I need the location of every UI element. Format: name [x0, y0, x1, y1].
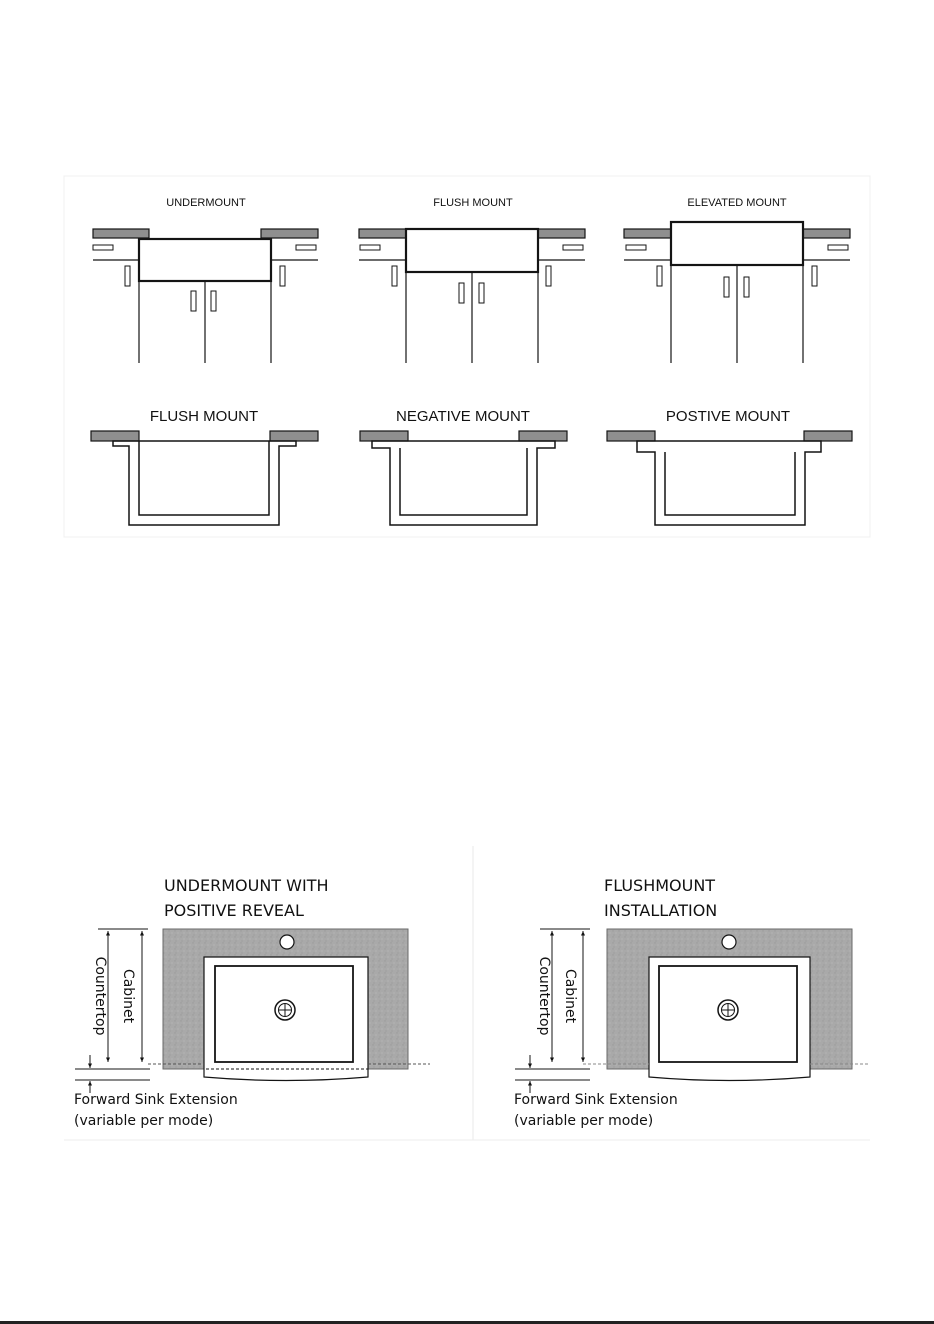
door-handle: [125, 266, 130, 286]
drawer-handle: [626, 245, 646, 250]
door-handle: [392, 266, 397, 286]
countertop-right: [804, 431, 852, 441]
door-handle: [744, 277, 749, 297]
countertop-left: [91, 431, 139, 441]
extension-label-line1: Forward Sink Extension: [74, 1092, 238, 1108]
door-handle: [459, 283, 464, 303]
countertop-right: [261, 229, 318, 238]
cabinet-dimension-label: Cabinet: [120, 968, 136, 1024]
drawer-handle: [828, 245, 848, 250]
faucet-hole: [722, 935, 736, 949]
drawer-handle: [360, 245, 380, 250]
extension-label-line1: Forward Sink Extension: [514, 1092, 678, 1108]
door-handle: [280, 266, 285, 286]
view-title-line1: FLUSHMOUNT: [604, 876, 716, 895]
countertop-right: [803, 229, 850, 238]
countertop-left: [93, 229, 149, 238]
countertop-dimension-label: Countertop: [92, 956, 108, 1036]
sink-basin: [406, 229, 538, 272]
cabinet-view-label: ELEVATED MOUNT: [687, 197, 787, 209]
view-title-line2: INSTALLATION: [604, 901, 718, 920]
drawer-handle: [93, 245, 113, 250]
section-view-label: NEGATIVE MOUNT: [396, 408, 530, 425]
countertop-left: [624, 229, 671, 238]
cabinet-view-label: FLUSH MOUNT: [433, 197, 513, 209]
drawer-handle: [296, 245, 316, 250]
sink-basin: [139, 239, 271, 281]
door-handle: [812, 266, 817, 286]
drawer-handle: [563, 245, 583, 250]
undermount-positive-reveal-view: [74, 876, 430, 1129]
section-view-label: FLUSH MOUNT: [149, 408, 259, 425]
door-handle: [191, 291, 196, 311]
extension-label-line2: (variable per mode): [74, 1113, 214, 1129]
countertop-right: [270, 431, 318, 441]
cabinet-dimension-label: Cabinet: [562, 968, 578, 1024]
extension-label-line2: (variable per mode): [514, 1113, 654, 1129]
countertop-right: [538, 229, 585, 238]
countertop-left: [360, 431, 408, 441]
flushmount-installation-view: [514, 876, 870, 1129]
mount-types-diagram: [0, 0, 934, 560]
door-handle: [546, 266, 551, 286]
door-handle: [479, 283, 484, 303]
view-title-line1: UNDERMOUNT WITH: [164, 876, 329, 895]
countertop-dimension-label: Countertop: [536, 956, 552, 1036]
section-view-label: POSTIVE MOUNT: [665, 408, 791, 425]
installation-diagram: [0, 840, 934, 1150]
door-handle: [657, 266, 662, 286]
countertop-left: [607, 431, 655, 441]
sink-basin: [671, 222, 803, 265]
view-title-line2: POSITIVE REVEAL: [164, 901, 304, 920]
countertop-left: [359, 229, 406, 238]
cabinet-view-label: UNDERMOUNT: [166, 197, 246, 209]
door-handle: [724, 277, 729, 297]
door-handle: [211, 291, 216, 311]
faucet-hole: [280, 935, 294, 949]
countertop-right: [519, 431, 567, 441]
